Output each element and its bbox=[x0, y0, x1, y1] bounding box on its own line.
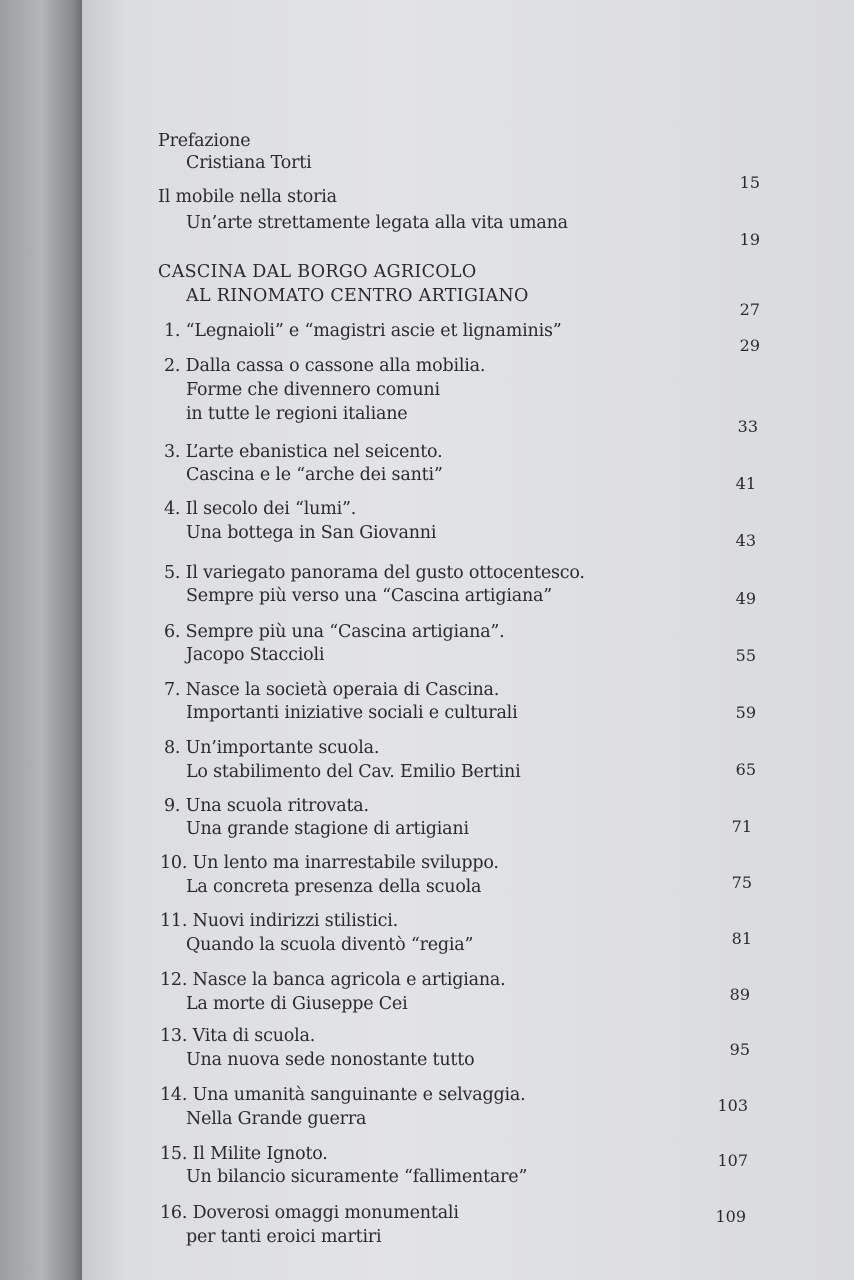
toc-chapter-8-line-2: Lo stabilimento del Cav. Emilio Bertini bbox=[186, 762, 521, 782]
toc-chapter-8-page: 65 bbox=[735, 760, 756, 779]
toc-chapter-11-line-2: Quando la scuola diventò “regia” bbox=[186, 935, 474, 955]
toc-part-page: 27 bbox=[739, 300, 760, 319]
toc-preface-author: Cristiana Torti bbox=[186, 153, 312, 173]
toc-chapter-6-line-1: 6. Sempre più una “Cascina artigiana”. bbox=[164, 622, 505, 642]
toc-chapter-15-line-2: Un bilancio sicuramente “fallimentare” bbox=[186, 1167, 528, 1187]
toc-chapter-3-line-1: 3. L’arte ebanistica nel seicento. bbox=[164, 442, 443, 462]
toc-chapter-4-line-1: 4. Il secolo dei “lumi”. bbox=[164, 499, 357, 519]
toc-chapter-5-page: 49 bbox=[735, 589, 756, 608]
toc-chapter-7-line-1: 7. Nasce la società operaia di Cascina. bbox=[164, 680, 500, 700]
toc-chapter-14-line-1: 14. Una umanità sanguinante e selvaggia. bbox=[160, 1085, 526, 1105]
toc-history-page: 19 bbox=[739, 230, 760, 249]
toc-history-title: Il mobile nella storia bbox=[158, 187, 337, 207]
toc-chapter-7-page: 59 bbox=[735, 703, 756, 722]
toc-chapter-12-page: 89 bbox=[729, 985, 750, 1004]
toc-chapter-6-page: 55 bbox=[735, 646, 756, 665]
toc-chapter-7-line-2: Importanti iniziative sociali e culturali bbox=[186, 703, 518, 723]
toc-chapter-10-line-1: 10. Un lento ma inarrestabile sviluppo. bbox=[160, 853, 499, 873]
toc-history-subtitle: Un’arte strettamente legata alla vita umana bbox=[186, 213, 568, 233]
toc-chapter-16-page: 109 bbox=[715, 1207, 746, 1226]
toc-chapter-14-line-2: Nella Grande guerra bbox=[186, 1109, 367, 1129]
toc-chapter-15-page: 107 bbox=[717, 1151, 748, 1170]
toc-chapter-3-page: 41 bbox=[735, 474, 756, 493]
toc-chapter-5-line-2: Sempre più verso una “Cascina artigiana” bbox=[186, 586, 553, 606]
toc-chapter-2-page: 33 bbox=[737, 417, 758, 436]
toc-chapter-5-line-1: 5. Il variegato panorama del gusto ottocentesco. bbox=[164, 563, 585, 583]
toc-chapter-12-line-1: 12. Nasce la banca agricola e artigiana. bbox=[160, 970, 506, 990]
toc-chapter-14-page: 103 bbox=[717, 1096, 748, 1115]
toc-preface-title: Prefazione bbox=[158, 131, 251, 151]
toc-chapter-11-line-1: 11. Nuovi indirizzi stilistici. bbox=[160, 911, 398, 931]
toc-chapter-1-page: 29 bbox=[739, 336, 760, 355]
toc-chapter-10-page: 75 bbox=[731, 873, 752, 892]
toc-chapter-11-page: 81 bbox=[731, 929, 752, 948]
toc-chapter-9-page: 71 bbox=[731, 817, 752, 836]
toc-chapter-2-line-3: in tutte le regioni italiane bbox=[186, 404, 408, 424]
toc-chapter-16-line-2: per tanti eroici martiri bbox=[186, 1227, 382, 1247]
toc-chapter-4-page: 43 bbox=[735, 531, 756, 550]
toc-chapter-4-line-2: Una bottega in San Giovanni bbox=[186, 523, 437, 543]
toc-chapter-9-line-2: Una grande stagione di artigiani bbox=[186, 819, 469, 839]
toc-chapter-13-line-1: 13. Vita di scuola. bbox=[160, 1026, 316, 1046]
toc-chapter-9-line-1: 9. Una scuola ritrovata. bbox=[164, 796, 369, 816]
toc-chapter-12-line-2: La morte di Giuseppe Cei bbox=[186, 994, 408, 1014]
toc-preface-page: 15 bbox=[739, 173, 760, 192]
toc-chapter-3-line-2: Cascina e le “arche dei santi” bbox=[186, 465, 443, 485]
toc-part-heading-line2: AL RINOMATO CENTRO ARTIGIANO bbox=[186, 286, 529, 306]
toc-chapter-13-line-2: Una nuova sede nonostante tutto bbox=[186, 1050, 475, 1070]
toc-chapter-16-line-1: 16. Doverosi omaggi monumentali bbox=[160, 1203, 459, 1223]
toc-chapter-2-line-2: Forme che divennero comuni bbox=[186, 380, 440, 400]
toc-chapter-13-page: 95 bbox=[729, 1040, 750, 1059]
toc-chapter-8-line-1: 8. Un’importante scuola. bbox=[164, 738, 380, 758]
toc-chapter-1-line-1: 1. “Legnaioli” e “magistri ascie et lignaminis” bbox=[164, 321, 562, 341]
toc-part-heading-line1: CASCINA DAL BORGO AGRICOLO bbox=[158, 262, 477, 282]
toc-chapter-15-line-1: 15. Il Milite Ignoto. bbox=[160, 1144, 328, 1164]
toc-chapter-10-line-2: La concreta presenza della scuola bbox=[186, 877, 482, 897]
toc-chapter-2-line-1: 2. Dalla cassa o cassone alla mobilia. bbox=[164, 356, 486, 376]
toc-chapter-6-line-2: Jacopo Staccioli bbox=[186, 645, 325, 665]
